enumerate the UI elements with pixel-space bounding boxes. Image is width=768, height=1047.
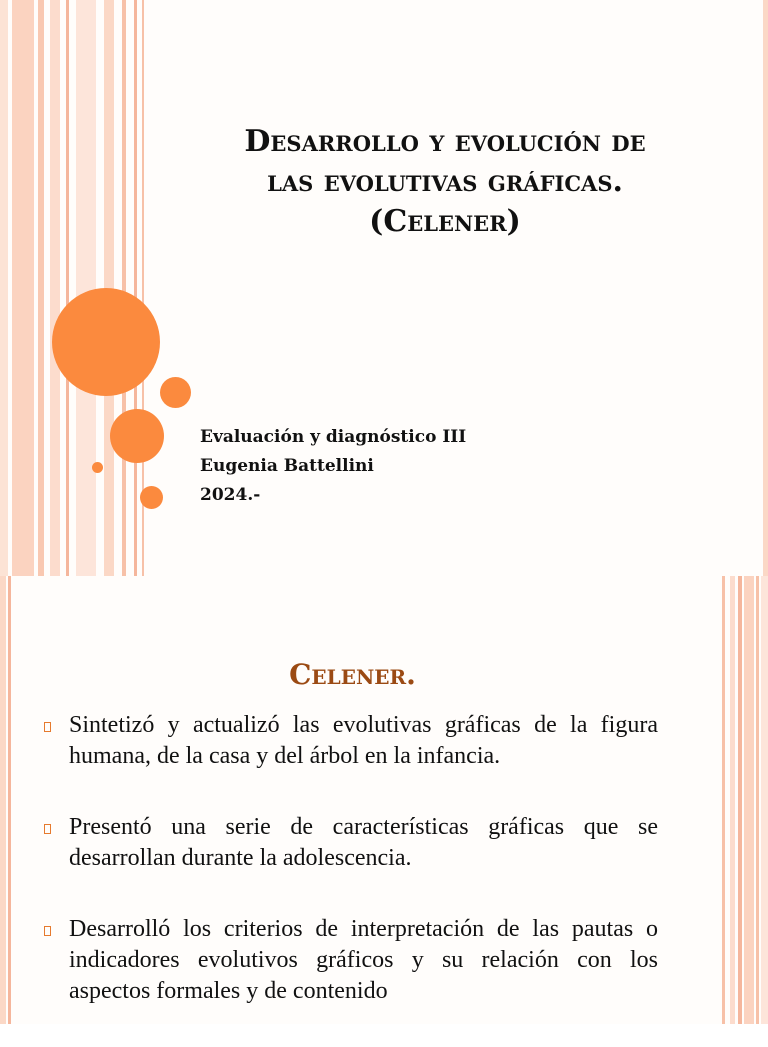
subtitle-line: 2024.- — [200, 485, 261, 505]
decorative-circle — [110, 409, 164, 463]
bullet-marker-icon — [44, 926, 51, 936]
decorative-stripe — [134, 0, 137, 576]
decorative-stripe — [8, 576, 11, 1024]
decorative-stripe — [761, 576, 768, 1024]
decorative-stripe — [0, 0, 8, 576]
decorative-circle — [140, 486, 163, 509]
decorative-stripe — [0, 576, 6, 1024]
subtitle-line: Eugenia Battellini — [200, 456, 374, 476]
list-item — [44, 710, 658, 772]
slide-subtitle — [200, 423, 466, 510]
decorative-stripe — [76, 0, 96, 576]
title-line: (Celener) — [369, 204, 521, 239]
bullet-marker-icon — [44, 722, 51, 732]
bullet-text: Sintetizó y actualizó las evolutivas gráficas de la figura humana, de la casa y del árbol en la infancia. — [69, 712, 658, 769]
decorative-circle — [92, 462, 103, 473]
bullet-text: Presentó una serie de características gráficas que se desarrollan durante la adolescencia. — [69, 814, 658, 871]
decorative-stripe — [756, 576, 759, 1024]
title-line: Desarrollo y evolución de — [244, 124, 646, 159]
decorative-stripe — [744, 576, 754, 1024]
bullet-marker-icon — [44, 824, 51, 834]
decorative-stripe — [66, 0, 69, 576]
list-item — [44, 812, 658, 874]
slide-heading: Celener. — [289, 658, 416, 691]
decorative-stripe — [38, 0, 44, 576]
decorative-stripe — [738, 576, 742, 1024]
list-item — [44, 914, 658, 1007]
decorative-stripe — [12, 0, 34, 576]
decorative-stripe — [122, 0, 126, 576]
decorative-stripe — [722, 576, 725, 1024]
slide-title — [205, 122, 685, 242]
decorative-circle — [52, 288, 160, 396]
decorative-circle — [160, 377, 191, 408]
subtitle-line: Evaluación y diagnóstico III — [200, 427, 467, 447]
bullet-list — [44, 710, 658, 1047]
decorative-stripe — [763, 0, 768, 576]
bullet-text: Desarrolló los criterios de interpretación de las pautas o indicadores evolutivos gráficos y su relación con los aspectos formales y de contenido — [69, 916, 658, 1004]
decorative-stripe — [50, 0, 60, 576]
decorative-stripe — [730, 576, 735, 1024]
title-line: las evolutivas gráficas. — [267, 164, 623, 199]
